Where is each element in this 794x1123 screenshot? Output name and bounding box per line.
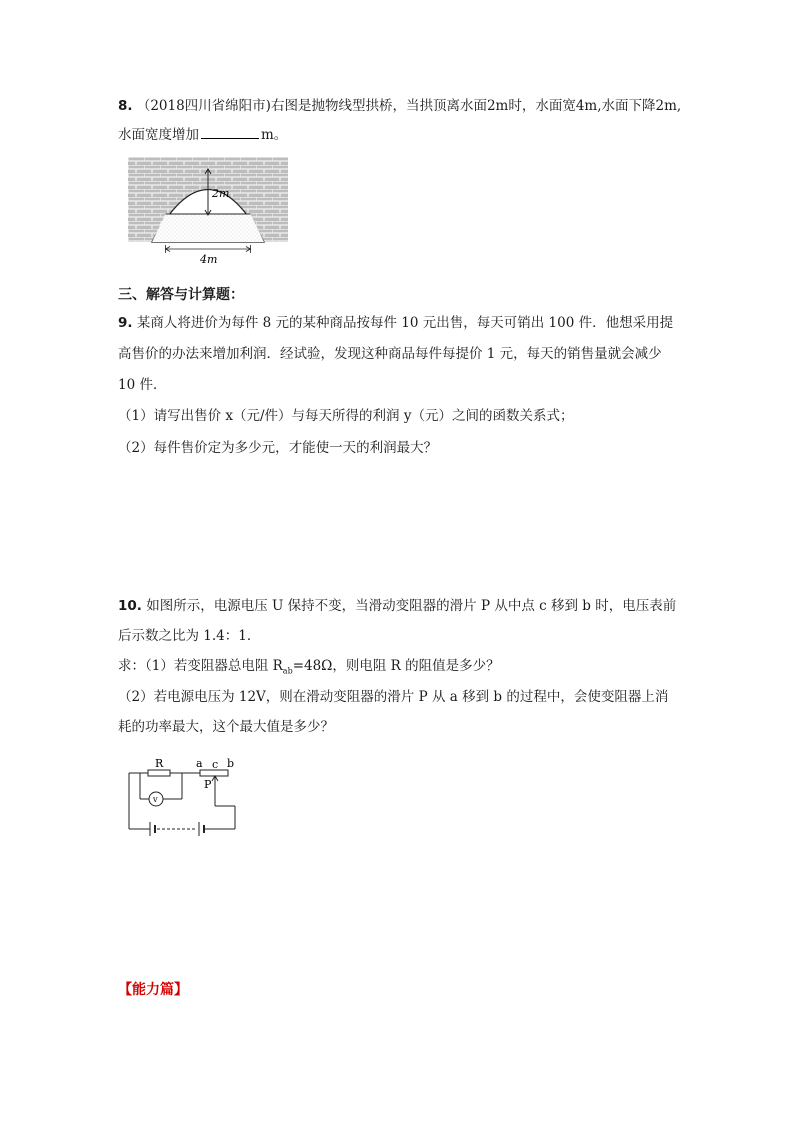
q9-text-1: 某商人将进价为每件 8 元的某种商品按每件 10 元出售，每天可销出 100 件．他想采用提 [136, 315, 674, 331]
rheostat-a-label: a [196, 757, 203, 770]
resistor-r [148, 770, 170, 776]
rheostat-c-label: c [212, 758, 219, 771]
q10-subscript-ab: ab [282, 666, 293, 676]
q10-number: 10. [118, 598, 142, 614]
q10-line4: （2）若电源电压为 12V，则在滑动变阻器的滑片 P 从 a 移到 b 的过程中，会使变阻器上消 [118, 689, 669, 705]
q9-line1 [118, 314, 673, 332]
section-title: 三、解答与计算题： [118, 287, 244, 303]
q10-text-3b: =48Ω，则电阻 R 的阻值是多少？ [292, 658, 500, 674]
q8-text-1: （2018四川省绵阳市)右图是抛物线型拱桥，当拱顶离水面2m时，水面宽4m,水面下降2m, [136, 98, 682, 114]
q9-sub1: （1）请写出售价 x（元/件）与每天所得的利润 y（元）之间的函数关系式； [118, 408, 574, 424]
q10-line5: 耗的功率最大，这个最大值是多少？ [118, 719, 334, 735]
q8-line2 [118, 126, 287, 144]
q10-line1 [118, 597, 676, 615]
slider-label: P [204, 778, 212, 791]
width-label: 4m [200, 253, 218, 265]
q9-line2: 高售价的办法来增加利润．经试验，发现这种商品每件每提价 1 元，每天的销售量就会减少 [118, 346, 662, 362]
height-label: 2m [212, 187, 230, 200]
arch-bridge-figure [128, 157, 288, 265]
voltmeter-label: v [153, 795, 158, 804]
q10-line3 [118, 657, 500, 681]
circuit-diagram [126, 756, 242, 836]
q9-line3: 10 件． [118, 377, 167, 393]
water-area [152, 214, 264, 242]
ability-section-tag: 【能力篇】 [118, 982, 188, 998]
answer-blank [201, 126, 259, 139]
q9-sub2: （2）每件售价定为多少元，才能使一天的利润最大？ [118, 440, 438, 456]
q10-text-3a: 求：（1）若变阻器总电阻 R [118, 658, 283, 674]
q9-number: 9. [118, 315, 133, 331]
q8-text-2a: 水面宽度增加 [118, 127, 199, 143]
q8-text-2b: m。 [261, 127, 288, 143]
q10-line2: 后示数之比为 1.4：1． [118, 628, 261, 644]
q10-text-1: 如图所示，电源电压 U 保持不变，当滑动变阻器的滑片 P 从中点 c 移到 b 时，电压表前 [146, 598, 677, 614]
rheostat-b-label: b [227, 757, 235, 770]
q8-number: 8. [118, 98, 133, 114]
resistor-label: R [155, 757, 164, 770]
q8-line1 [118, 97, 681, 115]
